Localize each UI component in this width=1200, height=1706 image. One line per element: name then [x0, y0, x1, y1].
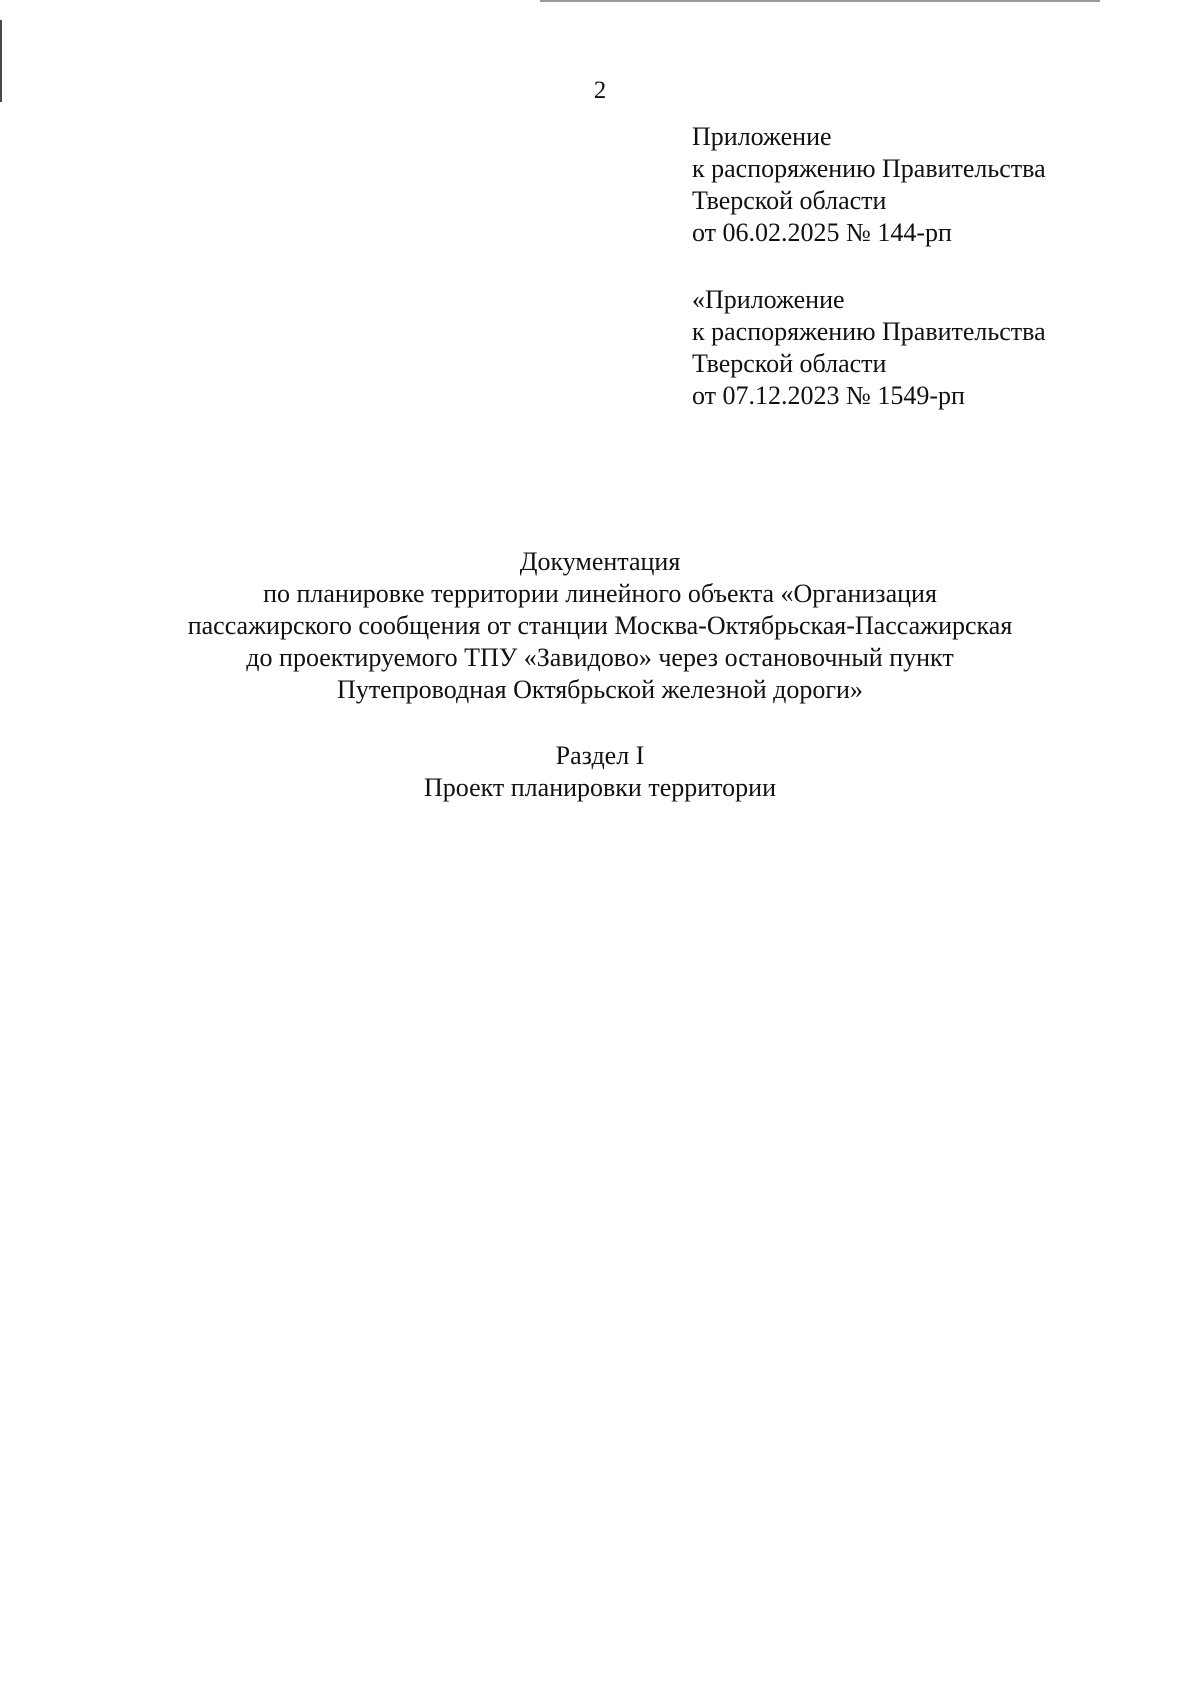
section-name: Проект планировки территории: [423, 773, 777, 802]
appendix-header-current: [692, 121, 1172, 249]
section-label: Раздел I: [555, 741, 645, 770]
appendix-date-number: от 06.02.2025 № 144-рп: [692, 218, 952, 247]
title-line: Путепроводная Октябрьской железной дороги»: [337, 675, 863, 704]
appendix-line: «Приложение: [692, 285, 845, 314]
appendix-line: Тверской области: [692, 349, 887, 378]
document-title: [0, 546, 1200, 706]
appendix-header-original: [692, 284, 1172, 412]
title-line: по планировке территории линейного объекта «Организация: [263, 579, 937, 608]
appendix-line: к распоряжению Правительства: [692, 154, 1046, 183]
section-heading: [0, 740, 1200, 804]
title-line: Документация: [519, 547, 681, 576]
page-number: 2: [593, 77, 607, 104]
scan-edge-mark-top: [540, 0, 1100, 2]
appendix-line: к распоряжению Правительства: [692, 317, 1046, 346]
appendix-line: Приложение: [692, 122, 832, 151]
appendix-line: Тверской области: [692, 186, 887, 215]
appendix-date-number: от 07.12.2023 № 1549-рп: [692, 381, 965, 410]
title-line: пассажирского сообщения от станции Москва-Октябрьская-Пассажирская: [187, 611, 1013, 640]
title-line: до проектируемого ТПУ «Завидово» через остановочный пункт: [246, 643, 954, 672]
